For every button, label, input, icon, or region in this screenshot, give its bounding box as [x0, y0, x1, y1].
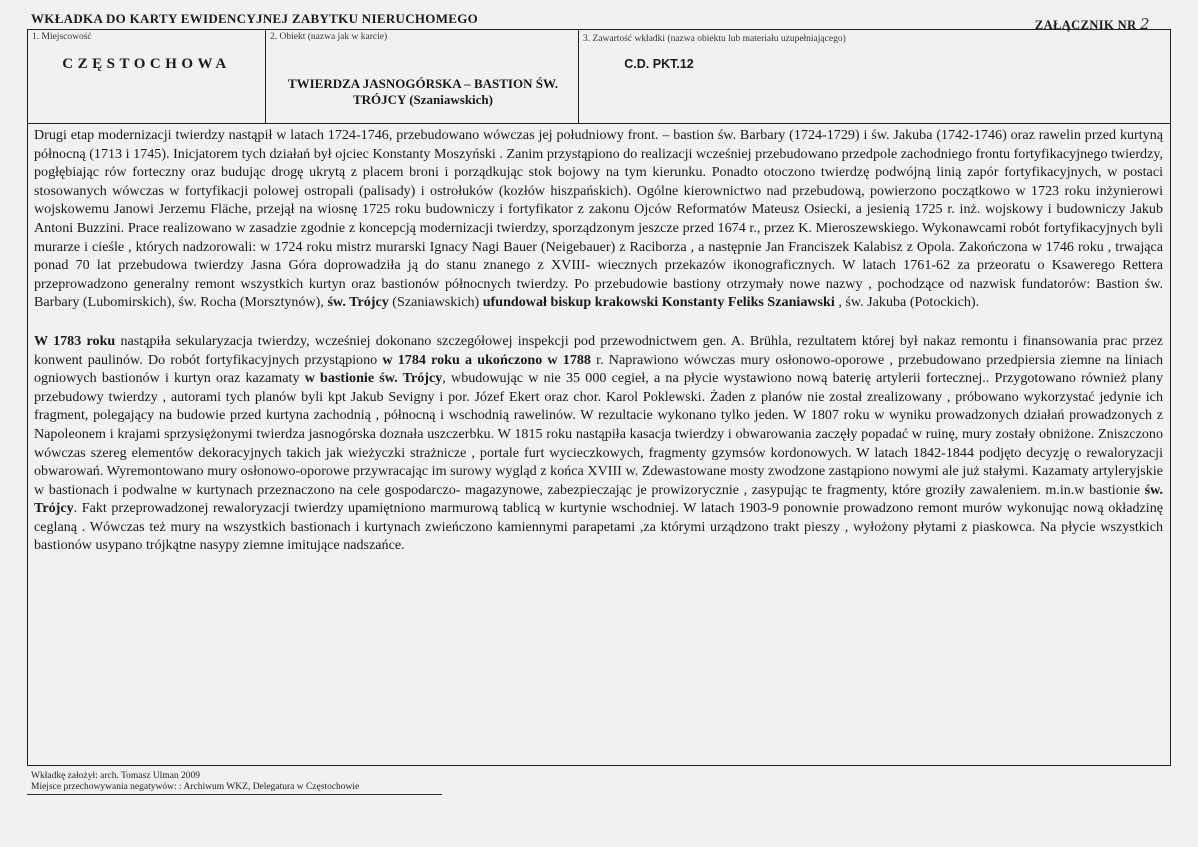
object-value-line2: TRÓJCY (Szaniawskich) — [352, 92, 493, 107]
locality-cell — [28, 30, 266, 123]
annex-label-text: ZAŁĄCZNIK NR — [1034, 18, 1137, 32]
paragraph-1 — [34, 126, 1163, 312]
text-run: , św. Jakuba (Potockich). — [834, 294, 980, 311]
content-value: C.D. PKT.12 — [624, 57, 694, 71]
text-run: (Szaniawskich) — [388, 294, 483, 311]
bold-text-run: św. Trójcy — [34, 481, 1163, 517]
locality-label: 1. Miejscowość — [32, 32, 92, 42]
text-run: , wbudowując w nie 35 000 cegieł, a na płycie wystawiono nową baterię artylerii fortecznej.. Przygotowano również plany przebudowy twierdzy , autorami tych planów byli kpt Jakub Sevigny i por. Józef Ekert oraz chor. Karol Poklewski. Żaden z planów nie został zrealizowany , próbowano wykorzystać jedynie ich fragment, polegający na budowie przed kurtyna zachodnią , północną i wschodnią rawelinów. W rezultacie wykonano tylko jeden. W 1807 roku w wyniku prowadzonych działań prowadzonych z Napoleonem i krajami sprzysiężonymi twierdza jasnogórska doznała uszczerbku. W 1815 roku nastąpiła kasacja twierdzy i obwarowania zaczęły popadać w ruinę, mury zostały obniżone. Zniszczono wówczas szereg elementów dekoracyjnych takich jak wieżyczki strażnicze , portale furt wycieczkowych, fragmenty gzymsów kordonowych. W latach 1842-1844 podjęto decyzję o rewaloryzacji obwarowań. Wyremontowano mury osłonowo-oporowe przywracając im surowy wygląd z końca XVIII w. Zdewastowane mosty zwodzone zastąpiono nowymi ale już stałymi. Kazamaty artyleryjskie w bastionach i podwalne w kurtynach przeznaczono na cele gospodarczo- magazynowe, zabezpieczając je prowizorycznie , zasypując te fragmenty, które groziły zawaleniem. m.in.w bastionie — [34, 370, 1163, 498]
text-run: . Fakt przeprowadzonej rewaloryzacji twierdzy upamiętniono marmurową tablicą w kurtynie wschodniej. W latach 1903-9 ponownie prowadzono remont murów wykonując nową okładzinę ceglaną . Wówczas też mury na wszystkich bastionach i kurtynach zwieńczono kamiennymi parapetami ,za którymi urządzono trakt pieszy , wyłożony płytami z piaskowca. Na płycie wszystkich bastionów usypano trójkątne nasypy ziemne imitujące nadszańce. — [34, 500, 1163, 554]
header-fields-row — [28, 30, 1170, 124]
bold-text-run: W 1783 roku — [34, 332, 116, 349]
author-line: Wkładkę założył: arch. Tomasz Ulman 2009 — [31, 771, 201, 781]
text-run: nastąpiła sekularyzacja twierdzy, wcześniej dokonano szczegółowej inspekcji pod przewodnictwem gen. A. Brühla, rezultatem której był nakaz remontu i finansowania prac przez konwent paulinów. Do robót fortyfikacyjnych przystąpiono — [34, 332, 1163, 368]
object-value-line1: TWIERDZA JASNOGÓRSKA – BASTION ŚW. — [287, 76, 559, 91]
bold-text-run: w 1784 roku a ukończono w 1788 — [382, 351, 591, 368]
locality-value: CZĘSTOCHOWA — [62, 56, 231, 72]
description-body — [34, 126, 1163, 555]
footer — [31, 771, 359, 793]
object-cell — [266, 30, 579, 123]
footer-divider — [27, 794, 442, 795]
annex-number: 2 — [1140, 15, 1150, 33]
content-cell — [579, 30, 1170, 123]
record-form — [27, 29, 1171, 766]
bold-text-run: w bastionie św. Trójcy — [304, 370, 443, 387]
content-label: 3. Zawartość wkładki (nazwa obiektu lub materiału uzupełniającego) — [583, 34, 846, 44]
text-run: Drugi etap modernizacji twierdzy nastąpił w latach 1724-1746, przebudowano wówczas jej południowy front. – bastion św. Barbary (1724-1729) i św. Jakuba (1742-1746) oraz rawelin przed kurtyną północną (1713 i 1745). Inicjatorem tych działań był ojciec Konstanty Moszyński . Zanim przystąpiono do realizacji wcześniej przebudowano przedpole zachodniego frontu fortyfikacyjnego twierdzy, pogłębiając rów forteczny oraz budując drogę ukrytą z placem broni i porządkując stok bojowy na tym kierunku. Ponadto otoczono twierdzę podwójną linią zapór fortyfikacyjnych, w postaci stosowanych wówczas w fortyfikacji polowej ostropali (palisady) i ostrołuków (kozłów hiszpańskich). Ogólne kierownictwo nad przebudową, powierzono początkowo w 1723 roku inżynierowi wojskowemu Janowi Jerzemu Fläche, przejął na wiosnę 1725 roku budowniczy i fortyfikator z zakonu Ojców Reformatów Mateusz Osiecki, a jesienią 1725 r. inż. wojskowy i budowniczy Jakub Antoni Buzzini. Prace realizowano w zasadzie zgodnie z koncepcją modernizacji twierdzy, sporządzonym jeszcze przed 1674 r., przez K. Mieroszewskiego. Wykonawcami robót fortyfikacyjnych byli murarze i cieśle , których nadzorowali: w 1724 roku mistrz murarski Ignacy Nagi Bauer (Neigebauer) z Raciborza , a następnie Jan Franciszek Kalabisz z Opola. Zakończona w 1746 roku , trwająca ponad 70 lat przebudowa twierdzy Jasna Góra doprowadziła ją do stanu znanego z XVIII- wiecznych przekazów ikonograficznych. W latach 1761-62 za przeoratu o Ksawerego Rettera przeprowadzono generalny remont wszystkich kurtyn oraz bastionów północnych twierdzy. Po przebudowie bastiony otrzymały nowe nazwy , pochodzące od nazwisk fundatorów: Bastion św. Barbary (Lubomirskich), św. Rocha (Morsztynów), — [34, 127, 1163, 311]
archive-line: Miejsce przechowywania negatywów: : Archiwum WKZ, Delegatura w Częstochowie — [31, 782, 360, 792]
object-value — [272, 76, 574, 108]
text-run: r. Naprawiono wówczas mury osłonowo-oporowe , przebudowano przedpiersia ziemne na liniach ogniowych bastionów i kurtyn oraz kazamaty — [34, 351, 1163, 387]
form-title: WKŁADKA DO KARTY EWIDENCYJNEJ ZABYTKU NIERUCHOMEGO — [31, 11, 479, 26]
bold-text-run: św. Trójcy — [327, 294, 389, 311]
object-label: 2. Obiekt (nazwa jak w karcie) — [270, 32, 388, 42]
bold-text-run: ufundował biskup krakowski Konstanty Feliks Szaniawski — [482, 294, 835, 311]
paragraph-2 — [34, 332, 1163, 555]
